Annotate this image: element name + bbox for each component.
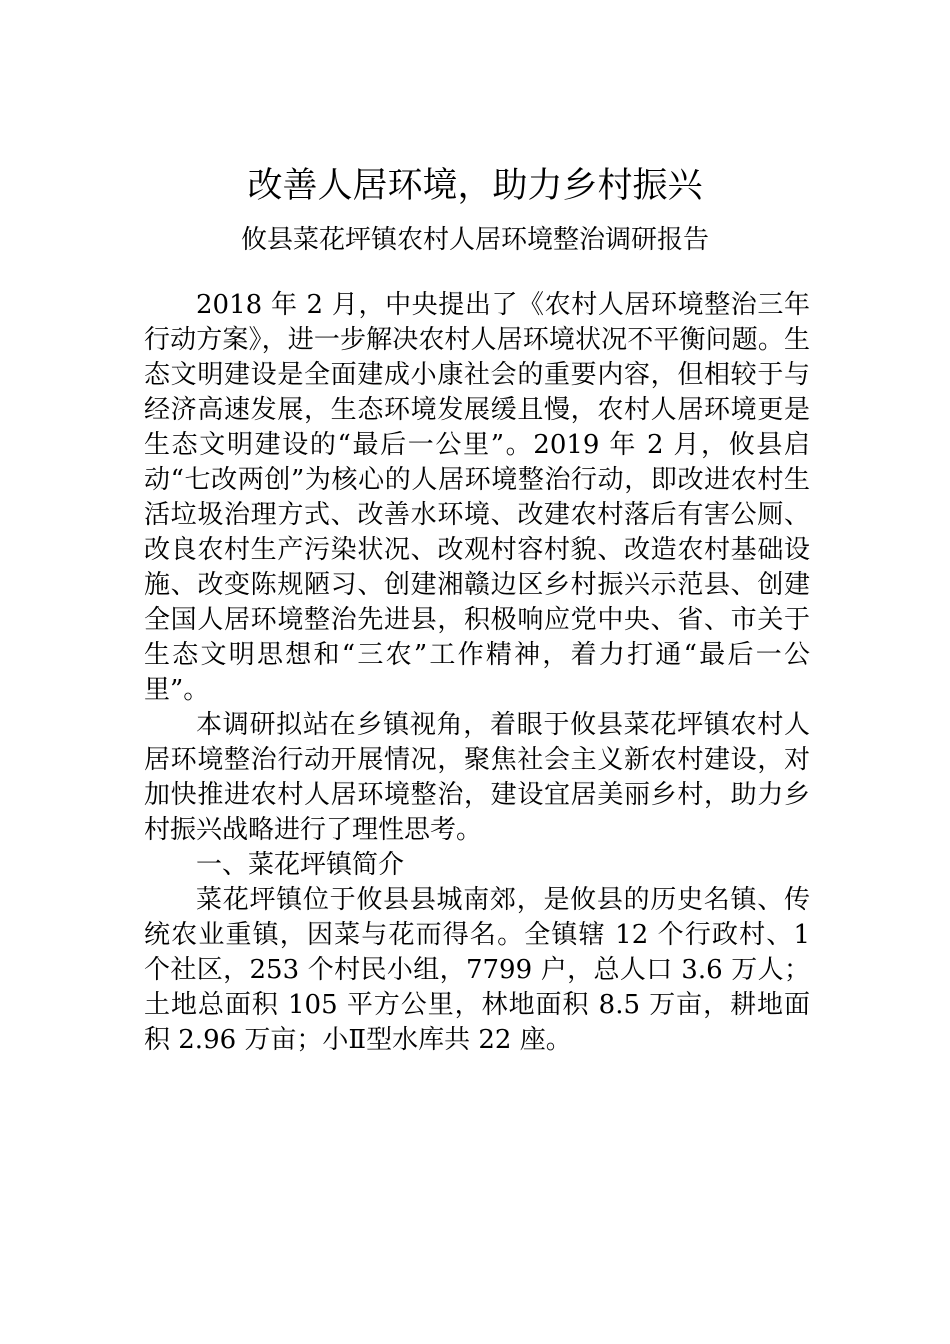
document-title: 改善人居环境，助力乡村振兴 [247,166,703,206]
paragraph-purpose: 本调研拟站在乡镇视角，着眼于攸县菜花坪镇农村人居环境整治行动开展情况，聚焦社会主义新农村建设，对加快推进农村人居环境整治，建设宜居美丽乡村，助力乡村振兴战略进行了理性思考。 [144,710,810,845]
paragraph-town-intro: 菜花坪镇位于攸县县城南郊，是攸县的历史名镇、传统农业重镇，因菜与花而得名。全镇辖 12 个行政村、1 个社区，253 个村民小组，7799 户，总人口 3.6 万人；土地总面积 105 平方公里，林地面积 8.5 万亩，耕地面积 2.96 万亩；小Ⅱ型水库共 22 座。 [144,885,810,1055]
document-subtitle: 攸县菜花坪镇农村人居环境整治调研报告 [240,225,709,255]
paragraph-background: 2018 年 2 月，中央提出了《农村人居环境整治三年行动方案》，进一步解决农村人居环境状况不平衡问题。生态文明建设是全面建成小康社会的重要内容，但相较于与经济高速发展，生态环境发展缓且慢，农村人居环境更是生态文明建设的“最后一公里”。2019 年 2 月，攸县启动“七改两创”为核心的人居环境整治行动，即改进农村生活垃圾治理方式、改善水环境、改建农村落后有害公厕、改良农村生产污染状况、改观村容村貌、改造农村基础设施、改变陈规陋习、创建湘赣边区乡村振兴示范县、创建全国人居环境整治先进县，积极响应党中央、省、市关于生态文明思想和“三农”工作精神，着力打通“最后一公里”。 [144,290,810,705]
document-body [144,288,810,1058]
section-heading-intro: 一、菜花坪镇简介 [196,850,405,880]
